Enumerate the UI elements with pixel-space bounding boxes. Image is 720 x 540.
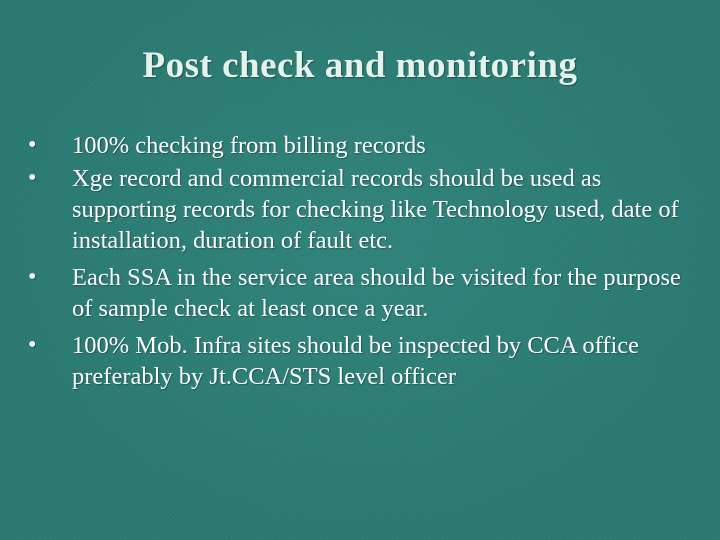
bullet-icon: • (28, 132, 37, 158)
bullet-icon: • (28, 165, 37, 191)
bullet-text: Xge record and commercial records should be used as supporting records for checking like Technology used, date of installation, duration of fault etc. (72, 165, 679, 254)
bullet-text: 100% checking from billing records (72, 132, 426, 159)
bullet-item-supporting-records (26, 163, 706, 256)
bullet-list (26, 130, 706, 398)
bullet-item-infra-sites (26, 330, 706, 392)
bullet-item-ssa-visit (26, 262, 706, 324)
bullet-icon: • (28, 264, 37, 290)
bullet-icon: • (28, 332, 37, 358)
bullet-item-billing-records (26, 130, 706, 161)
bullet-text: Each SSA in the service area should be visited for the purpose of sample check at least once a year. (72, 264, 681, 322)
slide-title: Post check and monitoring (142, 45, 578, 86)
bullet-text: 100% Mob. Infra sites should be inspected by CCA office preferably by Jt.CCA/STS level officer (72, 332, 640, 390)
